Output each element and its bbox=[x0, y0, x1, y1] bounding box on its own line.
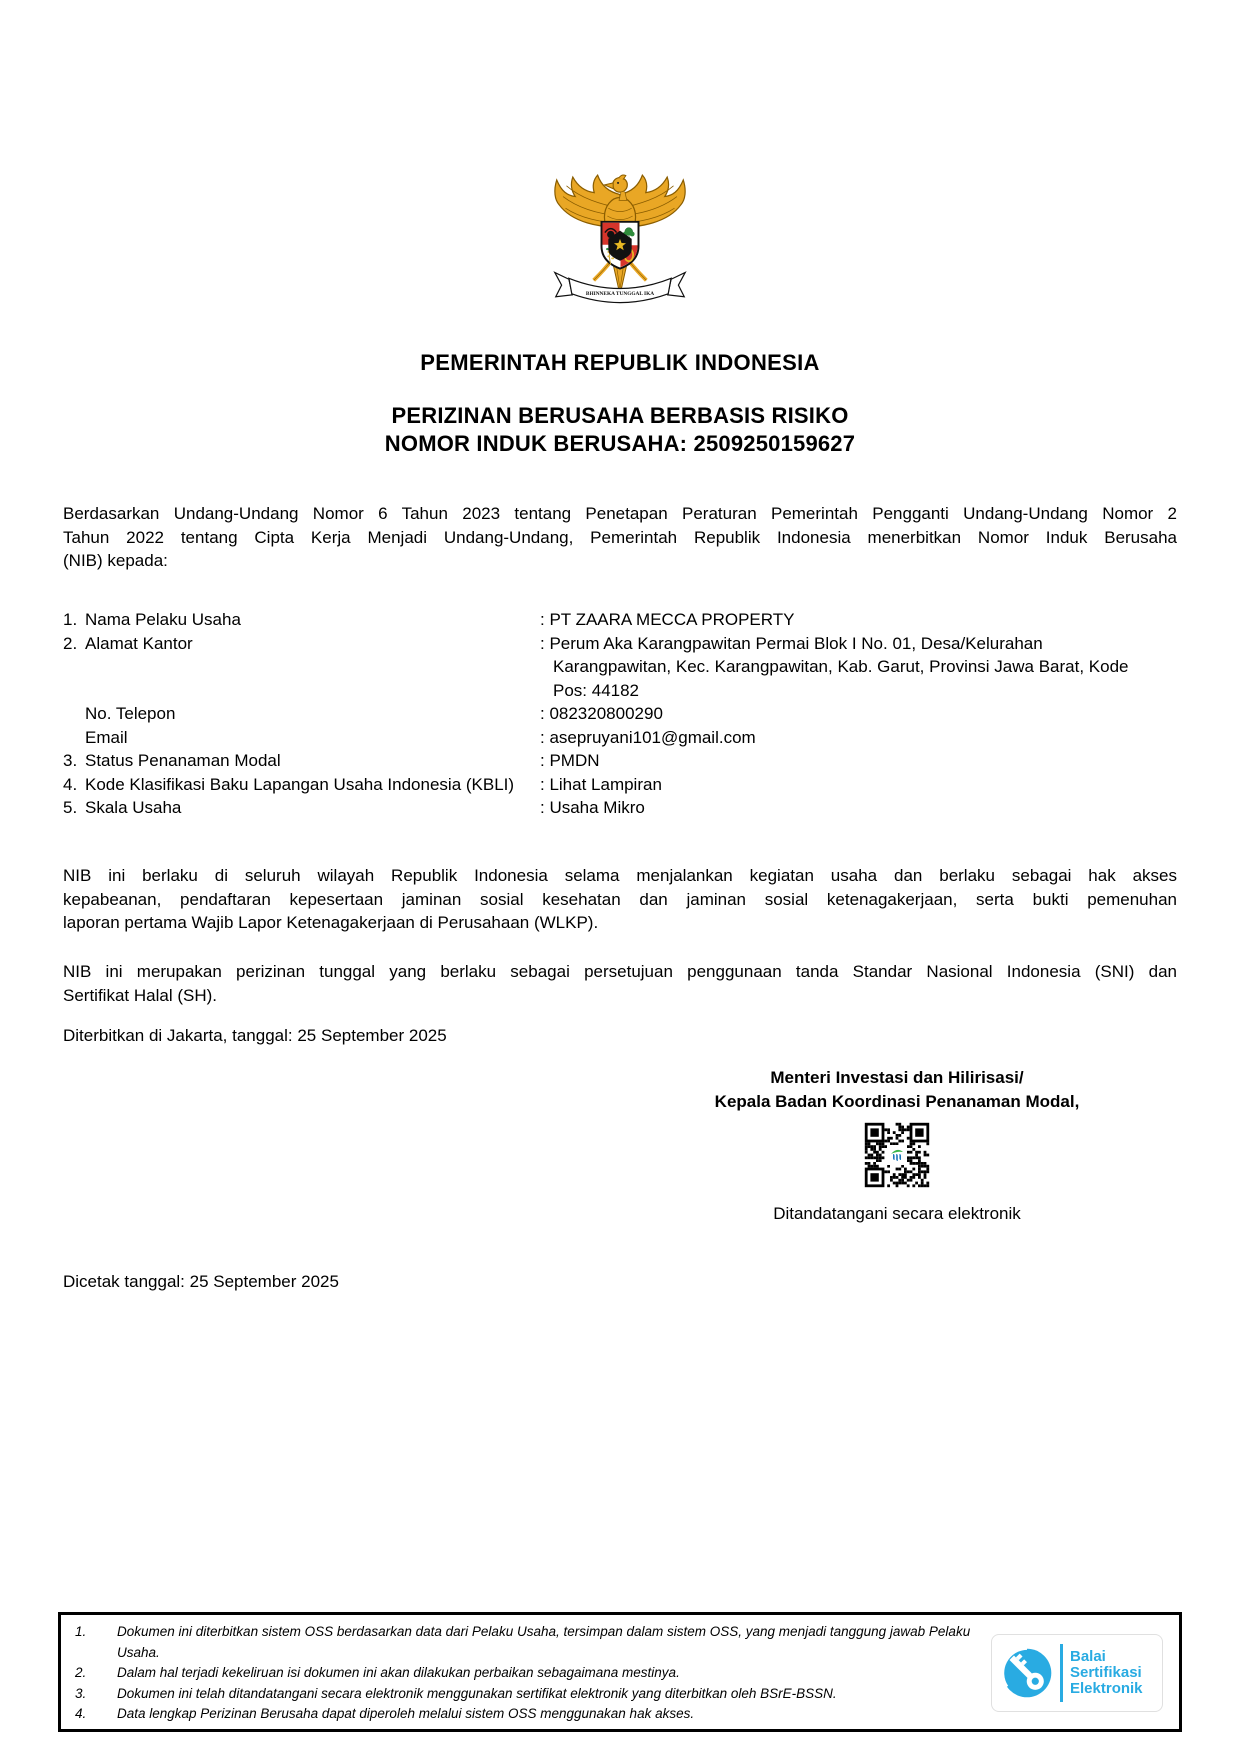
footer-note bbox=[75, 1663, 975, 1684]
footer-note-number: 2. bbox=[75, 1665, 87, 1680]
bse-key-icon bbox=[1000, 1646, 1054, 1700]
cert-logo-line3: Elektronik bbox=[1070, 1680, 1143, 1697]
field-label: Status Penanaman Modal bbox=[85, 751, 281, 770]
document-title bbox=[0, 402, 1240, 458]
validity-line: NIB ini berlaku di seluruh wilayah Republik Indonesia selama menjalankan kegiatan usaha dan berlaku sebagai hak akses bbox=[63, 866, 1177, 885]
field-value: : asepruyani101@gmail.com bbox=[540, 727, 756, 747]
field-label: Kode Klasifikasi Baku Lapangan Usaha Indonesia (KBLI) bbox=[85, 774, 515, 794]
field-number: 2. bbox=[63, 633, 78, 653]
document-title-line1: PERIZINAN BERUSAHA BERBASIS RISIKO bbox=[391, 403, 849, 428]
signature-block bbox=[617, 1066, 1177, 1224]
electronic-signature-note: Ditandatangani secara elektronik bbox=[773, 1204, 1021, 1223]
footer-note-text: Dalam hal terjadi kekeliruan isi dokumen ini akan dilakukan perbaikan sebagaimana mestinya. bbox=[117, 1665, 680, 1680]
field-value: : Lihat Lampiran bbox=[540, 774, 662, 794]
government-title: PEMERINTAH REPUBLIK INDONESIA bbox=[420, 350, 820, 375]
footer-note-text: Data lengkap Perizinan Berusaha dapat diperoleh melalui sistem OSS menggunakan hak akses. bbox=[117, 1706, 695, 1721]
footer-note bbox=[75, 1622, 975, 1663]
signatory-title-line2: Kepala Badan Koordinasi Penanaman Modal, bbox=[714, 1091, 1080, 1111]
field-value: : PMDN bbox=[540, 751, 600, 770]
garuda-pancasila-emblem bbox=[547, 152, 693, 316]
signatory-title-line1: Menteri Investasi dan Hilirisasi/ bbox=[770, 1068, 1024, 1087]
cert-logo-divider bbox=[1060, 1644, 1063, 1702]
field-value: : 082320800290 bbox=[540, 704, 663, 723]
field-row bbox=[63, 702, 1177, 726]
balai-sertifikasi-elektronik-logo bbox=[991, 1634, 1163, 1712]
footer-note-number: 1. bbox=[75, 1624, 87, 1639]
cert-logo-text bbox=[1070, 1649, 1143, 1697]
cert-logo-line2: Sertifikasi bbox=[1070, 1664, 1142, 1681]
field-value: : Perum Aka Karangpawitan Permai Blok I No. 01, Desa/Kelurahan Karangpawitan, Kec. Karangpawitan, Kab. Garut, Provinsi Jawa Barat, Kode Pos: 44182 bbox=[540, 633, 1129, 700]
footer-note-number: 3. bbox=[75, 1685, 87, 1701]
qr-center-logo-icon bbox=[887, 1145, 907, 1165]
footer-note-text: Dokumen ini diterbitkan sistem OSS berdasarkan data dari Pelaku Usaha, tersimpan dalam sistem OSS, yang menjadi tanggung jawab Pelaku Usaha. bbox=[117, 1624, 971, 1660]
intro-line: Tahun 2022 tentang Cipta Kerja Menjadi Undang-Undang, Pemerintah Republik Indonesia menerbitkan Nomor Induk Berusaha bbox=[63, 527, 1177, 547]
field-value: : Usaha Mikro bbox=[540, 798, 645, 817]
validity-line: laporan pertama Wajib Lapor Ketenagakerjaan di Perusahaan (WLKP). bbox=[63, 913, 599, 932]
intro-line: (NIB) kepada: bbox=[63, 551, 168, 570]
field-row bbox=[63, 796, 1177, 820]
printed-date-line: Dicetak tanggal: 25 September 2025 bbox=[63, 1272, 339, 1291]
field-row bbox=[63, 749, 1177, 773]
single-license-line: NIB ini merupakan perizinan tunggal yang berlaku sebagai persetujuan penggunaan tanda Standar Nasional Indonesia (SNI) dan bbox=[63, 962, 1177, 981]
footer-note-number: 4. bbox=[75, 1706, 87, 1721]
field-row bbox=[63, 773, 1177, 797]
field-label: Skala Usaha bbox=[85, 798, 182, 817]
field-label: Alamat Kantor bbox=[85, 633, 193, 653]
field-number: 1. bbox=[63, 610, 78, 629]
footer-note-text: Dokumen ini telah ditandatangani secara elektronik menggunakan sertifikat elektronik yang diterbitkan oleh BSrE-BSSN. bbox=[117, 1685, 837, 1701]
validity-paragraph bbox=[63, 864, 1177, 935]
field-number: 4. bbox=[63, 774, 78, 794]
field-label: Nama Pelaku Usaha bbox=[85, 610, 241, 629]
nib-number-line: NOMOR INDUK BERUSAHA: 2509250159627 bbox=[384, 431, 856, 456]
single-license-paragraph bbox=[63, 960, 1177, 1007]
field-row bbox=[63, 726, 1177, 750]
footer-note bbox=[75, 1684, 975, 1705]
field-label: No. Telepon bbox=[85, 704, 176, 723]
field-number: 5. bbox=[63, 798, 78, 817]
field-label: Email bbox=[85, 727, 128, 747]
issued-line: Diterbitkan di Jakarta, tanggal: 25 September 2025 bbox=[63, 1026, 447, 1045]
field-row bbox=[63, 632, 1177, 703]
intro-line: Berdasarkan Undang-Undang Nomor 6 Tahun 2023 tentang Penetapan Peraturan Pemerintah Pengganti Undang-Undang Nomor 2 bbox=[63, 504, 1177, 523]
cert-logo-line1: Balai bbox=[1070, 1648, 1106, 1665]
footer-notes-box bbox=[58, 1612, 1182, 1732]
field-number: 3. bbox=[63, 751, 78, 770]
qr-code bbox=[862, 1120, 932, 1190]
validity-line: kepabeanan, pendaftaran kepesertaan jaminan sosial kesehatan dan jaminan sosial ketenagakerjaan, serta bukti pemenuhan bbox=[63, 889, 1177, 909]
emblem-banner-text: BHINNEKA TUNGGAL IKA bbox=[585, 290, 655, 297]
garuda-emblem-graphic bbox=[547, 152, 693, 316]
single-license-line: Sertifikat Halal (SH). bbox=[63, 985, 217, 1005]
business-fields-list bbox=[63, 608, 1177, 820]
footer-note bbox=[75, 1704, 975, 1725]
intro-paragraph bbox=[63, 502, 1177, 573]
field-row bbox=[63, 608, 1177, 632]
field-value: : PT ZAARA MECCA PROPERTY bbox=[540, 610, 795, 629]
